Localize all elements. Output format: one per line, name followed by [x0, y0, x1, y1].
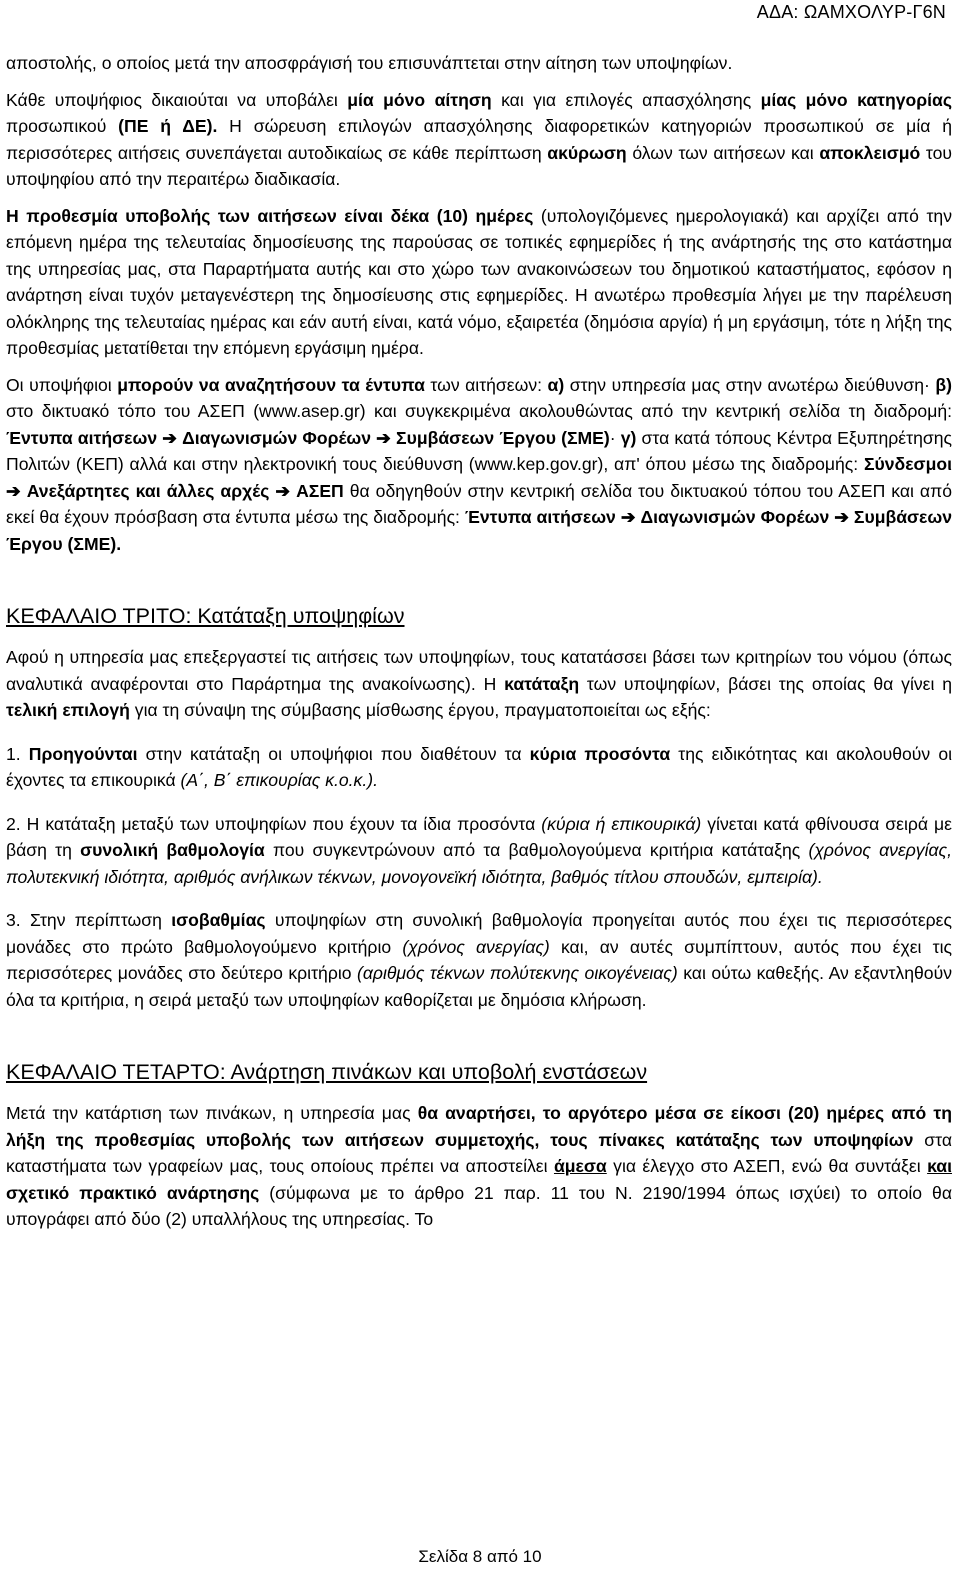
ada-code: ΑΔΑ: ΩΑΜΧΟΛΥΡ-Γ6Ν — [756, 2, 946, 22]
bold-text: θα αναρτήσει, το αργότερο μέσα σε είκοσι (20) ημέρες από τη λήξη της προθεσμίας υποβολής των αιτήσεων συμμετοχής, τους πίνακες κατάταξης των υποψηφίων — [6, 1103, 952, 1150]
text-run: 3. Στην περίπτωση — [6, 910, 172, 930]
text-run: Μετά την κατάρτιση των πινάκων, η υπηρεσία μας — [6, 1103, 418, 1123]
text-run: στο δικτυακό τόπο του ΑΣΕΠ (www.asep.gr) και συγκεκριμένα ακολουθώντας από την κεντρική σελίδα τη διαδρομή: — [6, 401, 952, 421]
paragraph-forms — [6, 372, 952, 558]
bold-text: Διαγωνισμών Φορέων — [640, 507, 830, 527]
bold-text: μίας μόνο κατηγορίας — [760, 89, 953, 110]
bold-text: αποκλεισμό — [819, 142, 921, 163]
text-run: · — [609, 427, 621, 448]
italic-text: (χρόνος ανεργίας) — [402, 936, 550, 957]
bold-text: ισοβαθμίας — [171, 910, 266, 930]
bold-text: ΑΣΕΠ — [296, 480, 344, 501]
document-body — [6, 50, 952, 1233]
text-run: (σύμφωνα με το άρθρο 21 παρ. 11 του Ν. 2190/1994 όπως ισχύει) το οποίο θα υπογράφει από δύο (2) υπαλλήλους της υπηρεσίας. Το — [6, 1182, 953, 1229]
bold-text: κύρια προσόντα — [529, 743, 671, 764]
paragraph-ranking-intro — [6, 644, 952, 724]
paragraph-deadline — [6, 203, 952, 362]
italic-text: (Α΄, Β΄ επικουρίας κ.ο.κ.). — [180, 770, 378, 790]
text-run: του υποψηφίου από την περαιτέρω διαδικασία. — [6, 142, 953, 189]
paragraph-single-application — [6, 87, 952, 193]
arrow-icon: ➔ — [275, 480, 291, 501]
chapter-three-heading: ΚΕΦΑΛΑΙΟ ΤΡΙΤΟ: Κατάταξη υποψηφίων — [6, 604, 405, 628]
paragraph-continuation: αποστολής, ο οποίος μετά την αποσφράγισή του επισυνάπτεται στην αίτηση των υποψηφίων. — [6, 53, 733, 73]
text-run: και για επιλογές απασχόλησης — [491, 89, 761, 110]
bold-text: Σύνδεσμοι — [863, 454, 952, 474]
bold-text: συνολική βαθμολογία — [80, 840, 265, 860]
text-run: στα καταστήματα των γραφείων μας, τους οποίους πρέπει να αποστείλει — [6, 1129, 952, 1176]
bold-text: α) — [547, 374, 565, 395]
arrow-icon: ➔ — [162, 427, 178, 448]
text-run: όλων των αιτήσεων και — [626, 142, 820, 163]
bold-text: β) — [935, 374, 952, 395]
text-run: για τη σύναψη της σύμβασης μίσθωσης έργου, πραγματοποιείται ως εξής: — [129, 700, 711, 720]
bold-text: Προηγούνται — [28, 743, 138, 764]
text-run: θα οδηγηθούν στην κεντρική σελίδα του δικτυακού τόπου του ΑΣΕΠ και από εκεί θα έχουν πρόσβαση στα έντυπα μέσω της διαδρομής: — [6, 480, 953, 527]
text-run: και, αν αυτές συμπίπτουν, αυτός που έχει τις περισσότερες μονάδες στο δεύτερο κριτήριο — [6, 936, 952, 983]
bold-text: μία μόνο αίτηση — [347, 89, 492, 110]
bold-text: Η προθεσμία υποβολής των αιτήσεων είναι δέκα (10) ημέρες — [6, 205, 534, 226]
bold-text: σχετικό πρακτικό ανάρτησης — [6, 1182, 260, 1203]
text-run: της ειδικότητας και ακολουθούν οι έχοντες τα επικουρικά — [6, 743, 953, 790]
text-run: 2. Η κατάταξη μεταξύ των υποψηφίων που έχουν τα ίδια προσόντα — [6, 813, 542, 834]
bold-text: Έντυπα αιτήσεων — [464, 507, 616, 527]
text-run: υποψηφίων στη συνολική βαθμολογία προηγείται αυτός που έχει τις περισσότερες μονάδες στο πρώτο βαθμολογούμενο κριτήριο — [6, 910, 953, 957]
text-run: των αιτήσεων: — [424, 374, 548, 395]
paragraph-tables-posting — [6, 1100, 952, 1233]
arrow-icon: ➔ — [834, 507, 849, 527]
paragraph-rule-1 — [6, 741, 952, 794]
text-run: Αφού η υπηρεσία μας επεξεργαστεί τις αιτήσεις των υποψηφίων, τους κατατάσσει βάσει των κριτηρίων του νόμου (όπως αναλυτικά αναφέρονται στο Παράρτημα της ανακοίνωσης). Η — [6, 647, 952, 694]
text-run: στην κατάταξη οι υποψήφιοι που διαθέτουν τα — [137, 743, 530, 764]
bold-text: Συμβάσεων Έργου (ΣΜΕ). — [6, 507, 953, 554]
arrow-icon: ➔ — [6, 480, 21, 501]
paragraph-rule-2 — [6, 811, 952, 891]
chapter-four-heading: ΚΕΦΑΛΑΙΟ ΤΕΤΑΡΤΟ: Ανάρτηση πινάκων και υποβολή ενστάσεων — [6, 1060, 648, 1084]
bold-underlined-text: άμεσα — [553, 1156, 607, 1176]
text-run: στα κατά τόπους Κέντρα Εξυπηρέτησης Πολιτών (ΚΕΠ) αλλά και στην ηλεκτρονική τους διεύθυνση (www.kep.gov.gr), απ' όπου μέσω της διαδρομής: — [6, 427, 953, 474]
text-run: Η σώρευση επιλογών απασχόλησης διαφορετικών κατηγοριών προσωπικού σε μία ή περισσότερες αιτήσεις συνεπάγεται αυτοδικαίως σε κάθε περίπτωση — [6, 116, 953, 163]
italic-text: (αριθμός τέκνων πολύτεκνης οικογένειας) — [357, 963, 678, 983]
bold-text: ακύρωση — [547, 142, 627, 163]
bold-text: Διαγωνισμών Φορέων — [182, 427, 372, 448]
text-run: Κάθε υποψήφιος δικαιούται να υποβάλει — [6, 89, 348, 110]
text-run: 1. — [6, 743, 29, 764]
text-run: Οι υποψήφιοι — [6, 374, 118, 395]
bold-text: (ΠΕ ή ΔΕ). — [118, 116, 218, 136]
paragraph-rule-3 — [6, 907, 952, 1013]
bold-text: Ανεξάρτητες και άλλες αρχές — [26, 480, 270, 501]
bold-text: μπορούν να αναζητήσουν τα έντυπα — [117, 374, 425, 395]
text-run: στην υπηρεσία μας στην ανωτέρω διεύθυνση· — [564, 374, 936, 395]
bold-underlined-text: και — [927, 1156, 953, 1176]
bold-text: Έντυπα αιτήσεων — [6, 427, 158, 448]
arrow-icon: ➔ — [376, 427, 391, 448]
text-run: και ούτω καθεξής. Αν εξαντληθούν όλα τα κριτήρια, η σειρά μεταξύ των υποψηφίων καθορίζεται με δημόσια κλήρωση. — [6, 963, 952, 1010]
bold-text: γ) — [620, 427, 637, 448]
text-run: που συγκεντρώνουν από τα βαθμολογούμενα κριτήρια κατάταξης — [264, 840, 809, 860]
bold-text: τελική επιλογή — [6, 700, 130, 720]
text-run: για έλεγχο στο ΑΣΕΠ, ενώ θα συντάξει — [606, 1156, 928, 1176]
text-run: προσωπικού — [6, 116, 119, 136]
bold-text: κατάταξη — [504, 673, 580, 694]
text-run: γίνεται κατά φθίνουσα σειρά με βάση τη — [6, 813, 952, 860]
bold-text: Συμβάσεων Έργου (ΣΜΕ) — [396, 427, 610, 448]
arrow-icon: ➔ — [620, 507, 636, 527]
page-number: Σελίδα 8 από 10 — [418, 1547, 542, 1566]
text-run: των υποψηφίων, βάσει της οποίας θα γίνει η — [579, 673, 952, 694]
text-run: (υπολογιζόμενες ημερολογιακά) και αρχίζει από την επόμενη ημέρα της τελευταίας δημοσίευσης της παρούσας σε τοπικές εφημερίδες ή της ανάρτησής της στο κατάστημα της υπηρεσίας μας, στα Παραρτήματα αυτής και στο χώρο των ανακοινώσεων του δημοτικού καταστήματος, εφόσον η ανάρτηση είναι τυχόν μεταγενέστερη της δημοσίευσης στις εφημερίδες. Η ανωτέρω προθεσμία λήγει με την παρέλευση ολόκληρης της τελευταίας ημέρας και εάν αυτή είναι, κατά νόμο, εξαιρετέα (δημόσια αργία) ή μη εργάσιμη, τότε η λήξη της προθεσμίας μετατίθεται την επόμενη εργάσιμη ημέρα. — [6, 205, 952, 358]
italic-text: (κύρια ή επικουρικά) — [541, 813, 702, 834]
italic-text: (χρόνος ανεργίας, πολυτεκνική ιδιότητα, αριθμός ανήλικων τέκνων, μονογονεϊκή ιδιότητα, βαθμός τίτλου σπουδών, εμπειρία). — [6, 840, 952, 887]
